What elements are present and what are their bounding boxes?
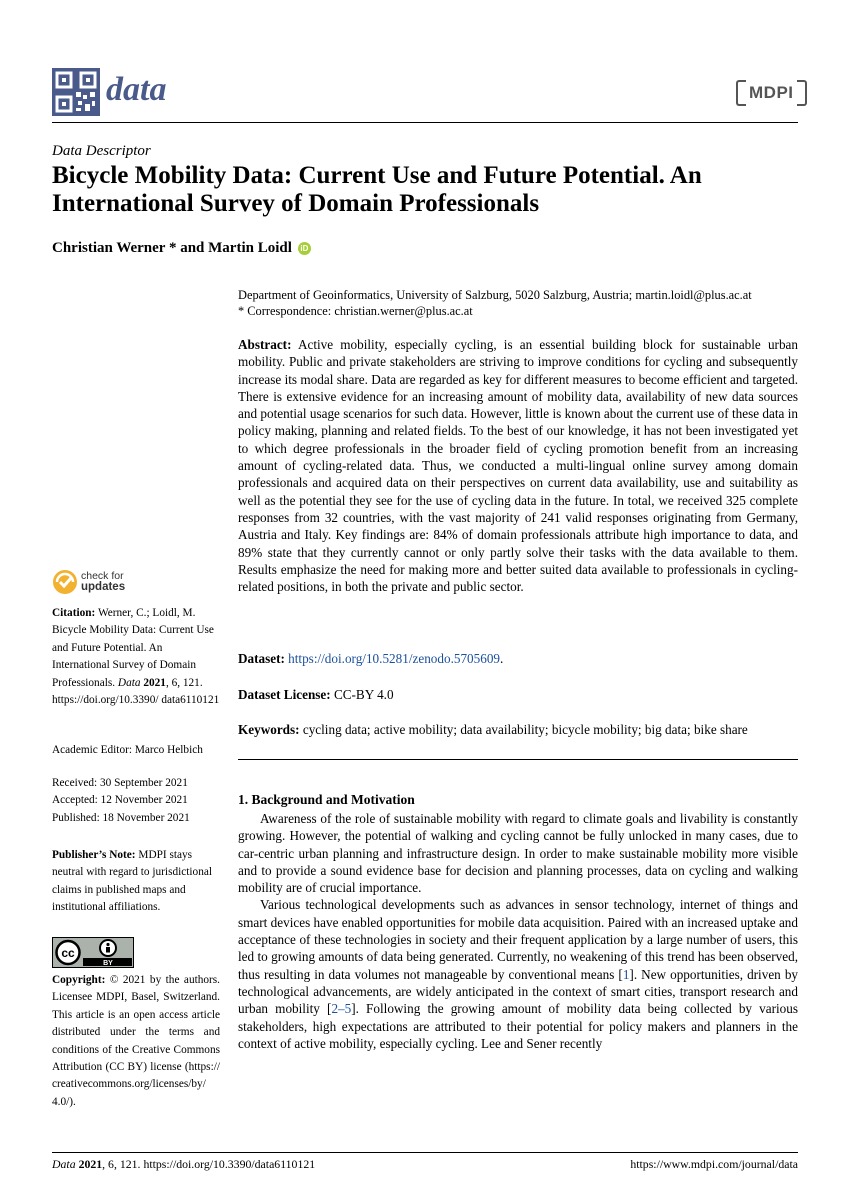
keywords-value: cycling data; active mobility; data availability; bicycle mobility; big data; bike share <box>302 722 748 737</box>
citation-block <box>52 605 220 709</box>
publisher-note <box>52 847 220 917</box>
academic-editor: Academic Editor: Marco Helbich <box>52 744 203 756</box>
accepted-date: Accepted: 12 November 2021 <box>52 794 188 807</box>
dataset <box>238 650 798 667</box>
affiliation: Department of Geoinformatics, University of Salzburg, 5020 Salzburg, Austria; martin.loidl@plus.ac.at <box>238 288 752 302</box>
authors-text: Christian Werner * and Martin Loidl <box>52 240 292 256</box>
cc-by-license-badge[interactable] <box>52 937 134 968</box>
copyright-notice <box>52 972 220 1111</box>
author-list <box>52 240 311 257</box>
cc-by-label: BY <box>103 960 113 967</box>
check-updates-line2: updates <box>81 581 126 593</box>
title-line-2: International Survey of Domain Professionals <box>52 190 540 217</box>
dataset-suffix: . <box>500 651 504 666</box>
citation-journal: Data <box>117 676 141 689</box>
publisher-note-text: MDPI stays neutral with regard to jurisdictional claims in published maps and institutional affiliations. <box>52 849 212 914</box>
check-updates-text <box>81 571 125 593</box>
body-paragraph <box>238 896 798 1052</box>
publisher-note-label: Publisher’s Note: <box>52 849 136 861</box>
article-title <box>52 162 798 218</box>
keywords-label: Keywords: <box>238 722 300 737</box>
footer-divider <box>52 1152 798 1153</box>
dataset-label: Dataset: <box>238 651 285 666</box>
svg-text:cc: cc <box>61 946 75 960</box>
check-updates-line1: check for <box>81 570 124 582</box>
affiliation-block <box>238 287 798 319</box>
abstract <box>238 336 798 595</box>
journal-name: data <box>106 71 167 108</box>
abstract-label: Abstract: <box>238 337 292 352</box>
footer-doi: , 6, 121. https://doi.org/10.3390/data6110121 <box>102 1157 316 1171</box>
dataset-license <box>238 686 798 703</box>
license-label: Dataset License: <box>238 687 331 702</box>
publisher-name: MDPI <box>749 83 794 102</box>
logo-bracket-left <box>736 80 746 106</box>
dataset-link[interactable]: https://doi.org/10.5281/zenodo.5705609 <box>288 651 501 666</box>
correspondence: * Correspondence: christian.werner@plus.ac.at <box>238 304 473 319</box>
qr-code-icon <box>52 68 100 116</box>
publication-dates <box>52 775 220 827</box>
check-updates-icon <box>52 569 78 595</box>
abstract-divider <box>238 759 798 760</box>
journal-logo <box>52 68 100 116</box>
title-line-1: Bicycle Mobility Data: Current Use and Future Potential. An <box>52 162 702 189</box>
citation-label: Citation: <box>52 607 96 619</box>
section-body <box>238 810 798 1052</box>
check-for-updates-badge[interactable] <box>52 569 125 595</box>
body-text-segment: Various technological developments such as advances in sensor technology, internet of things and smart devices have enabled opportunities for mobile data acquisition. Paired with an increased uptake and acceptance of these technologies in society and their frequent application by a large number of users, this led to growing amounts of data being generated. Currently, no weakening of this trend has been observed, thus resulting in data volumes not manageable by conventional means [ <box>238 897 798 982</box>
footer-year: 2021 <box>78 1157 103 1171</box>
footer-citation <box>52 1157 315 1172</box>
published-date: Published: 18 November 2021 <box>52 811 190 824</box>
keywords <box>238 721 798 738</box>
copyright-label: Copyright: <box>52 974 106 986</box>
cc-by-icon <box>53 938 133 967</box>
logo-bracket-right <box>797 80 807 106</box>
body-text-segment: ]. Following the growing amount of mobility data being collected by various stakeholders, high expectations are attributed to their potential for policy makers and planners in the context of active mobility, especially cycling. Lee and Sener recently <box>238 1001 799 1051</box>
abstract-text: Active mobility, especially cycling, is an essential building block for sustainable urban mobility. Public and private stakeholders are striving to improve conditions for cycling and subsequently increase its modal share. Data are regarded as key for different measures to become efficient and targeted. There is extensive evidence for an increasing amount of mobility data, availability of new data sources and potential usage scenarios for such data. However, little is known about the current use of these data in policy making, planning and related fields. To the best of our knowledge, it has not been investigated yet to which degree professionals in the broader field of cycling promotion benefit from an increasing amount of cycling-related data. Thus, we conducted a multi-lingual online survey among domain professionals and acquired data on their perspectives on current data availability, use and suitability as well as the potential they see for the use of cycling data in the future. In total, we received 325 complete responses from 32 countries, with the vast majority of 241 valid responses originating from Germany, Austria and Italy. Key findings are: 84% of domain professionals attribute high importance to data, and 89% state that they currently cannot or only partly solve their tasks with the data available to them. Results emphasize the need for making more and better suited data available to professionals in cycling-related positions, in both the private and public sector. <box>238 337 798 595</box>
section-heading: 1. Background and Motivation <box>238 792 415 807</box>
article-type: Data Descriptor <box>52 143 151 159</box>
citation-ref-link[interactable]: 2–5 <box>331 1001 352 1017</box>
header-divider <box>52 122 798 123</box>
copyright-text: © 2021 by the authors. Licensee MDPI, Basel, Switzerland. This article is an open access article distributed under the terms and conditions of the Creative Commons Attribution (CC BY) license (https:// creativecommons.org/licenses/by/ 4.0/). <box>52 974 221 1108</box>
citation-text: Werner, C.; Loidl, M. Bicycle Mobility Data: Current Use and Future Potential. An International Survey of Domain Professionals. <box>52 607 214 689</box>
body-text-segment: ]. New opportunities, driven by technological advancements, are widely anticipated in the context of smart cities, transport research and urban mobility [ <box>238 966 799 1017</box>
received-date: Received: 30 September 2021 <box>52 777 188 789</box>
citation-doi: , 6, 121. https://doi.org/10.3390/ data6110121 <box>52 676 220 707</box>
citation-year: 2021 <box>143 676 166 689</box>
publisher-logo <box>736 81 807 105</box>
footer-journal-url[interactable]: https://www.mdpi.com/journal/data <box>630 1157 798 1171</box>
footer-journal: Data <box>52 1157 76 1171</box>
license-value: CC-BY 4.0 <box>333 687 394 702</box>
orcid-icon[interactable]: iD <box>298 242 311 255</box>
body-paragraph: Awareness of the role of sustainable mobility with regard to climate goals and livability is constantly growing. However, the potential of walking and cycling cannot be fully unlocked in many cases, due to car-centric urban planning and infrastructure design. In order to make sustainable mobility more visible and to provide a sound evidence base for decision and planning processes, data on cycling and walking mobility are of crucial importance. <box>238 811 798 896</box>
citation-ref-link[interactable]: 1 <box>622 966 630 982</box>
